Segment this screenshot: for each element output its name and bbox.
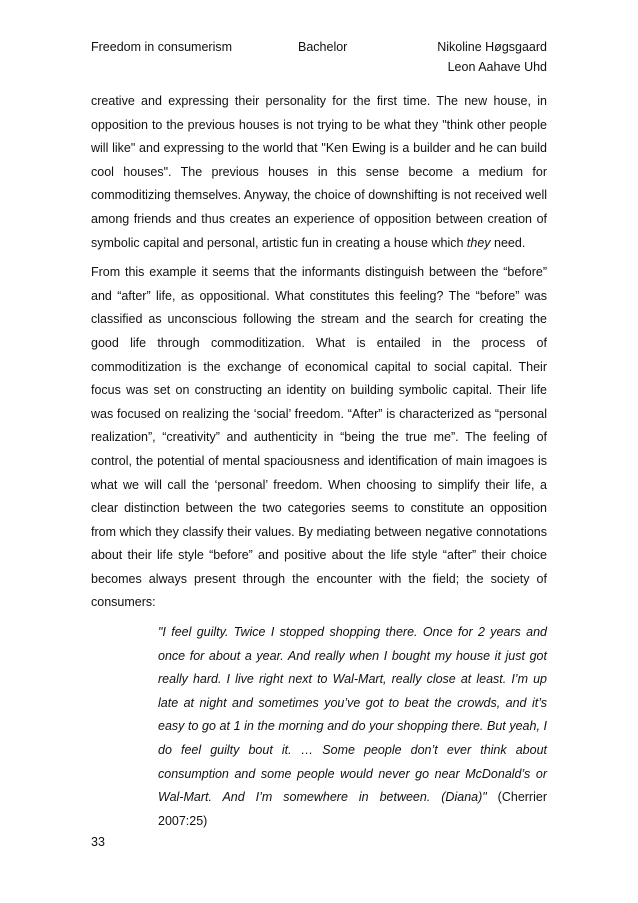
page-body	[91, 90, 547, 833]
header-degree: Bachelor	[298, 40, 348, 54]
page-number: 33	[91, 835, 105, 849]
quote-citation: (Cherrier 2007:25)	[158, 790, 547, 828]
paragraph-1-emphasis: they	[466, 235, 491, 250]
block-quote	[158, 621, 547, 833]
quote-text: "I feel guilty. Twice I stopped shopping there. Once for 2 years and once for about a year. And really when I bought my house it just got really hard. I live right next to Wal-Mart, really close at least. I’m up late at night and sometimes you’ve got to beat the crowds, and it’s easy to go at 1 in the morning and do your shopping there. But yeah, I do feel guilty bout it. … Some people don’t ever think about consumption and some people would never go near McDonald’s or Wal-Mart. And I’m somewhere in between. (Diana)"	[158, 625, 547, 805]
header-author-2: Leon Aahave Uhd	[447, 60, 547, 74]
header-author-1: Nikoline Høgsgaard	[437, 40, 547, 54]
header-title: Freedom in consumerism	[91, 40, 233, 54]
header-authors	[437, 37, 547, 77]
paragraph-1-end: need.	[490, 235, 526, 250]
body-paragraph-1	[91, 90, 547, 255]
paragraph-1-text: creative and expressing their personality for the first time. The new house, in opposition to the previous houses is not trying to be what they "think other people will like" and expressing to the world that "Ken Ewing is a builder and he can build cool houses". The previous houses in this sense become a medium for commoditizing themselves. Anyway, the choice of downshifting is not received well among friends and thus creates an experience of opposition between creation of symbolic capital and personal, artistic fun in creating a house which	[91, 94, 547, 250]
body-paragraph-2: From this example it seems that the informants distinguish between the “before” and “after” life, as oppositional. What constitutes this feeling? The “before” was classified as unconscious following the stream and the search for creating the good life through commoditization. What is entailed in the process of commoditization is the exchange of economical capital to social capital. Their focus was set on constructing an identity on building symbolic capital. Their life was focused on realizing the ‘social’ freedom. “After” is characterized as “personal realization”, “creativity” and authenticity in “being the true me”. The feeling of control, the potential of mental spaciousness and identification of main imagoes is what we will call the ‘personal’ freedom. When choosing to simplify their life, a clear distinction between the two categories seems to constitute an opposition from which they classify their values. By mediating between negative connotations about their life style “before” and positive about the life style “after” their choice becomes always present through the encounter with the field; the society of consumers:	[91, 265, 547, 610]
